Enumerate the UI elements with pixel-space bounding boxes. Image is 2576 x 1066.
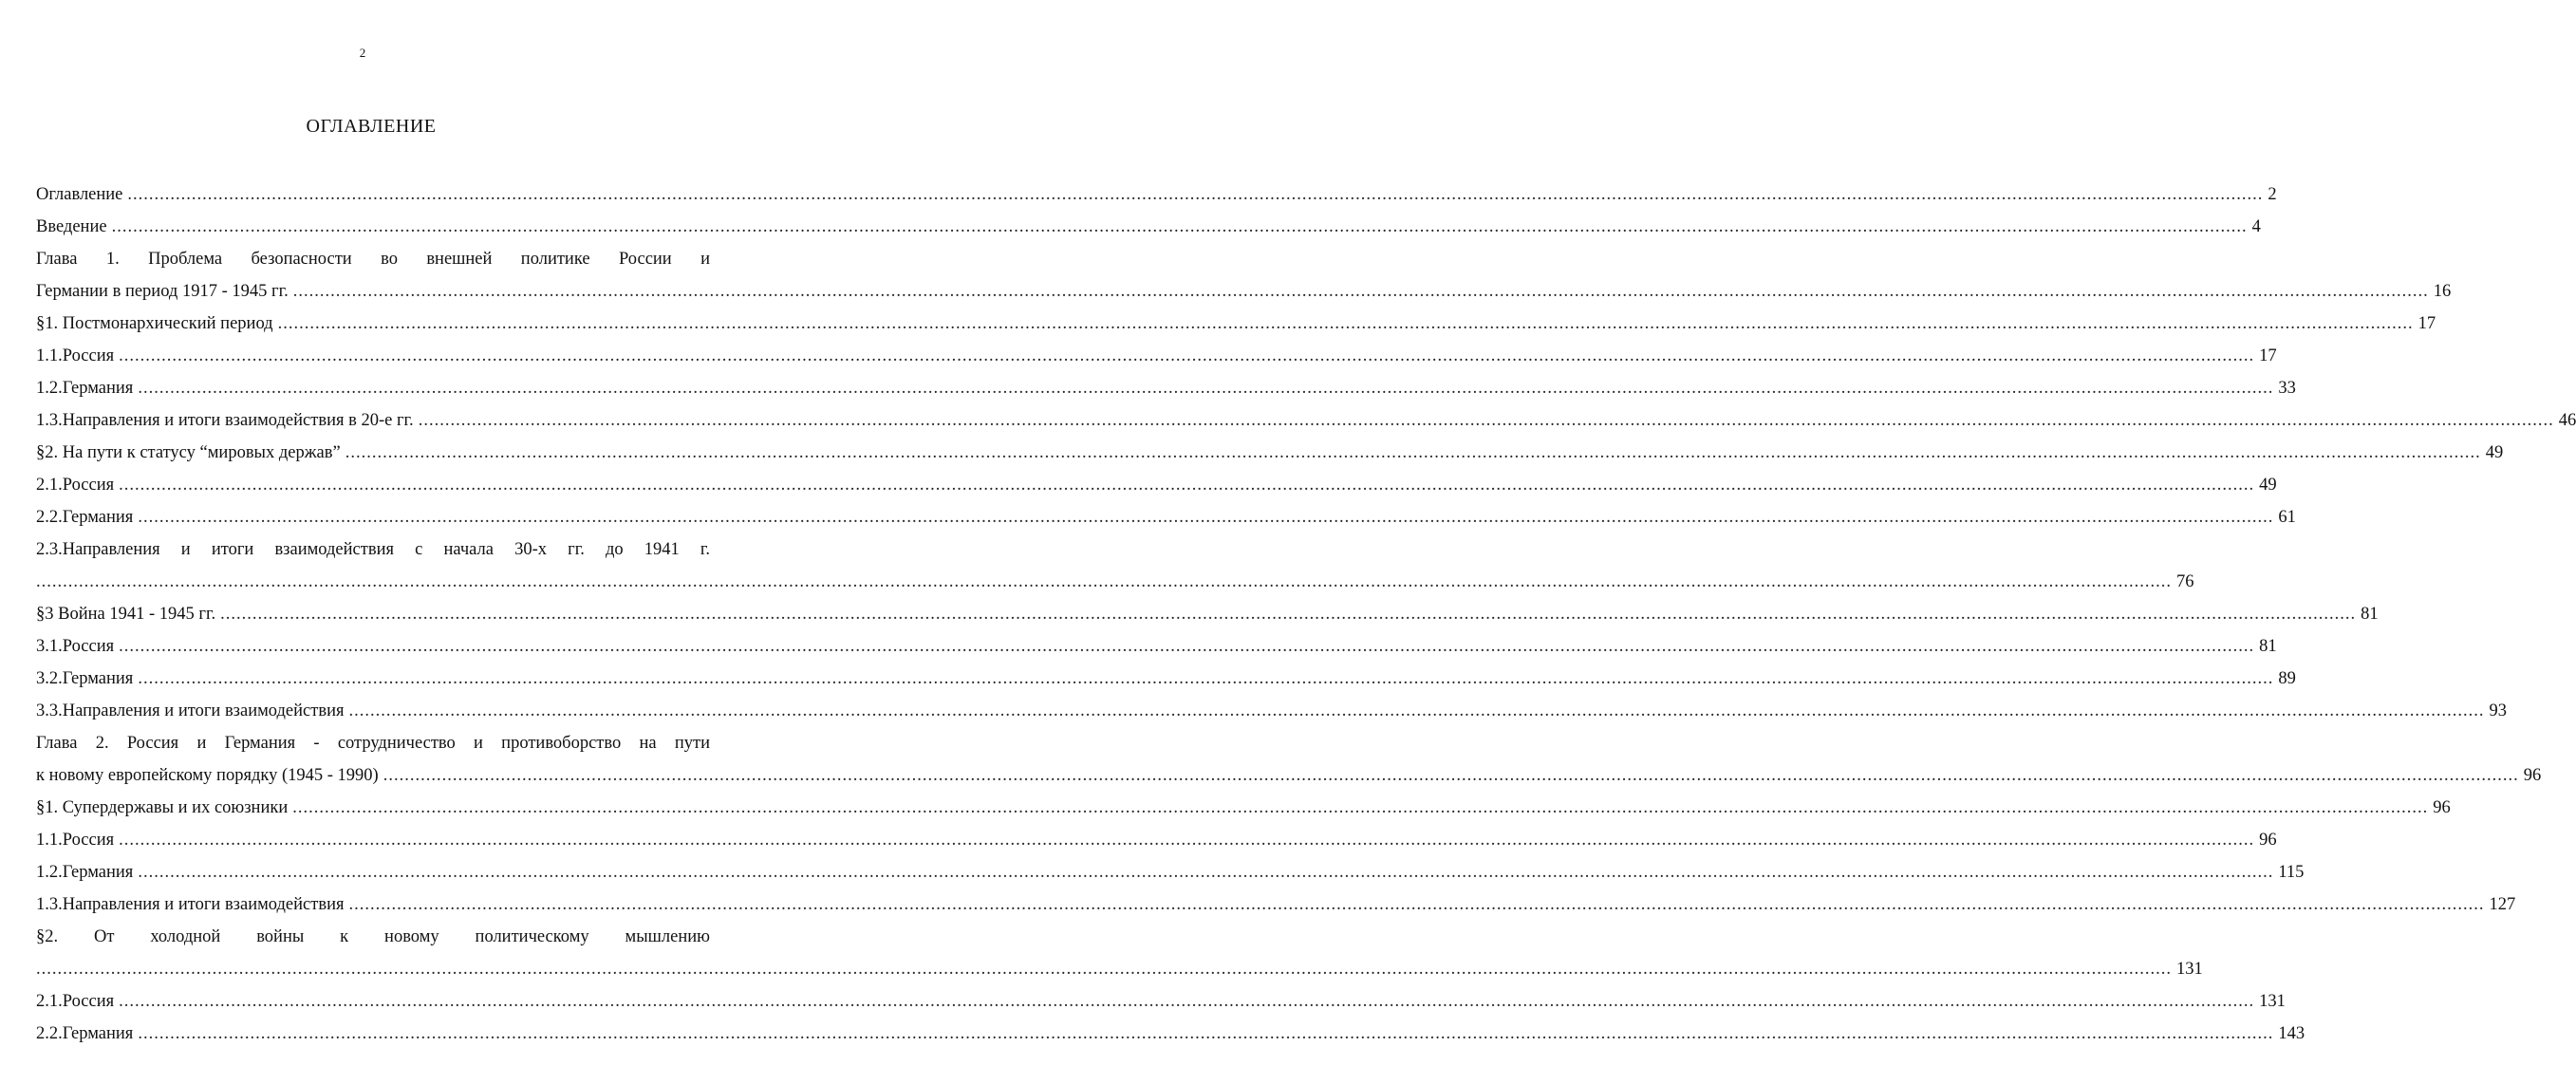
toc-entry[interactable] — [36, 404, 2576, 437]
toc-entry[interactable] — [36, 921, 710, 953]
dot-leader: ................................................................................................................................................................................................................................................................................................................................................................................................................ — [119, 831, 2255, 850]
page-number: 2 — [359, 46, 366, 60]
toc-entry-page: 33 — [2278, 379, 2296, 398]
dot-leader: ................................................................................................................................................................................................................................................................................................................................................................................................................ — [119, 346, 2255, 365]
toc-entry-page: 96 — [2433, 798, 2451, 817]
toc-entry-label: 2.2.Германия — [36, 508, 134, 527]
toc-entry[interactable] — [36, 985, 2286, 1018]
dot-leader: ................................................................................................................................................................................................................................................................................................................................................................................................................ — [111, 217, 2248, 236]
toc-entry[interactable] — [36, 856, 2305, 888]
toc-entry[interactable] — [36, 469, 2277, 501]
toc-entry-page: 61 — [2278, 508, 2296, 527]
toc-entry-label: 3.1.Россия — [36, 637, 115, 656]
toc-entry-page: 2 — [2268, 185, 2277, 204]
toc-entry[interactable] — [36, 630, 2277, 663]
toc-entry-page: 127 — [2489, 895, 2516, 914]
toc-entry[interactable] — [36, 437, 2504, 469]
toc-entry-page: 89 — [2278, 669, 2296, 688]
toc-entry[interactable] — [36, 1018, 2305, 1050]
dot-leader: ................................................................................................................................................................................................................................................................................................................................................................................................................ — [138, 1024, 2274, 1043]
toc-entry[interactable] — [36, 211, 2261, 243]
toc-entry-label: Глава 2. Россия и Германия - сотрудничество и противоборство на пути — [36, 734, 710, 753]
dot-leader: ................................................................................................................................................................................................................................................................................................................................................................................................................ — [348, 895, 2485, 914]
toc-entry[interactable] — [36, 598, 2379, 630]
dot-leader: ................................................................................................................................................................................................................................................................................................................................................................................................................ — [383, 766, 2519, 785]
toc-entry-label: §1. Супердержавы и их союзники — [36, 798, 289, 817]
page-title: ОГЛАВЛЕНИЕ — [306, 116, 437, 137]
toc-entry-page: 17 — [2417, 314, 2436, 333]
toc-entry[interactable] — [36, 533, 710, 566]
toc-entry[interactable] — [36, 792, 2451, 824]
toc-entry-label: 3.2.Германия — [36, 669, 134, 688]
toc-entry-label: 2.1.Россия — [36, 992, 115, 1011]
toc-entry-page: 96 — [2523, 766, 2542, 785]
toc-entry[interactable] — [36, 566, 2194, 598]
toc-entry[interactable] — [36, 953, 2203, 985]
dot-leader: ................................................................................................................................................................................................................................................................................................................................................................................................................ — [119, 476, 2255, 495]
dot-leader: ................................................................................................................................................................................................................................................................................................................................................................................................................ — [348, 701, 2485, 720]
toc-entry-page: 81 — [2361, 605, 2379, 624]
toc-entry-label: 1.2.Германия — [36, 379, 134, 398]
toc-entry-page: 76 — [2176, 572, 2194, 591]
toc-entry-page: 4 — [2251, 217, 2261, 236]
toc-entry-label: 1.3.Направления и итоги взаимодействия — [36, 895, 345, 914]
dot-leader: ................................................................................................................................................................................................................................................................................................................................................................................................................ — [36, 572, 2172, 591]
toc-entry[interactable] — [36, 501, 2296, 533]
toc-entry-label: 2.3.Направления и итоги взаимодействия с начала 30-х гг. до 1941 г. — [36, 540, 710, 559]
dot-leader: ................................................................................................................................................................................................................................................................................................................................................................................................................ — [292, 282, 2429, 301]
toc-entry-page: 96 — [2259, 831, 2277, 850]
toc-entry-label: §3 Война 1941 - 1945 гг. — [36, 605, 216, 624]
toc-entry[interactable] — [36, 308, 2436, 340]
dot-leader: ................................................................................................................................................................................................................................................................................................................................................................................................................ — [119, 992, 2255, 1011]
dot-leader: ................................................................................................................................................................................................................................................................................................................................................................................................................ — [36, 960, 2172, 979]
table-of-contents — [36, 178, 2576, 1050]
toc-entry-label: 3.3.Направления и итоги взаимодействия — [36, 701, 345, 720]
toc-entry-label: 2.1.Россия — [36, 476, 115, 495]
toc-entry[interactable] — [36, 824, 2277, 856]
toc-entry-page: 131 — [2176, 960, 2203, 979]
toc-entry[interactable] — [36, 727, 710, 759]
dot-leader: ................................................................................................................................................................................................................................................................................................................................................................................................................ — [220, 605, 2357, 624]
toc-entry-label: §2. От холодной войны к новому политическому мышлению — [36, 927, 710, 946]
toc-entry-page: 49 — [2259, 476, 2277, 495]
toc-entry-label: Глава 1. Проблема безопасности во внешней политике России и — [36, 250, 710, 269]
toc-entry-label: 1.3.Направления и итоги взаимодействия в 20-е гг. — [36, 411, 414, 430]
toc-entry[interactable] — [36, 178, 2277, 211]
toc-entry[interactable] — [36, 243, 710, 275]
toc-entry-page: 46 — [2558, 411, 2576, 430]
toc-entry[interactable] — [36, 888, 2516, 921]
toc-entry-label: §2. На пути к статусу “мировых держав” — [36, 443, 341, 462]
toc-entry[interactable] — [36, 340, 2277, 372]
dot-leader: ................................................................................................................................................................................................................................................................................................................................................................................................................ — [277, 314, 2414, 333]
toc-entry[interactable] — [36, 275, 2452, 308]
dot-leader: ................................................................................................................................................................................................................................................................................................................................................................................................................ — [138, 669, 2274, 688]
toc-entry-label: 1.1.Россия — [36, 346, 115, 365]
toc-entry-page: 115 — [2278, 863, 2305, 882]
toc-entry-label: 1.1.Россия — [36, 831, 115, 850]
toc-entry-page: 143 — [2278, 1024, 2305, 1043]
toc-entry-label: Германии в период 1917 - 1945 гг. — [36, 282, 289, 301]
dot-leader: ................................................................................................................................................................................................................................................................................................................................................................................................................ — [418, 411, 2554, 430]
dot-leader: ................................................................................................................................................................................................................................................................................................................................................................................................................ — [127, 185, 2264, 204]
toc-entry-page: 93 — [2489, 701, 2507, 720]
dot-leader: ................................................................................................................................................................................................................................................................................................................................................................................................................ — [138, 508, 2274, 527]
toc-entry-label: 2.2.Германия — [36, 1024, 134, 1043]
toc-entry-page: 49 — [2485, 443, 2504, 462]
toc-entry-label: Введение — [36, 217, 107, 236]
toc-entry-page: 81 — [2259, 637, 2277, 656]
dot-leader: ................................................................................................................................................................................................................................................................................................................................................................................................................ — [292, 798, 2429, 817]
toc-entry-page: 16 — [2433, 282, 2452, 301]
toc-entry-page: 131 — [2259, 992, 2286, 1011]
dot-leader: ................................................................................................................................................................................................................................................................................................................................................................................................................ — [119, 637, 2255, 656]
toc-entry-label: Оглавление — [36, 185, 123, 204]
toc-entry[interactable] — [36, 695, 2507, 727]
dot-leader: ................................................................................................................................................................................................................................................................................................................................................................................................................ — [345, 443, 2481, 462]
dot-leader: ................................................................................................................................................................................................................................................................................................................................................................................................................ — [138, 379, 2274, 398]
toc-entry-page: 17 — [2259, 346, 2277, 365]
toc-entry-label: к новому европейскому порядку (1945 - 1990) — [36, 766, 379, 785]
toc-entry-label: §1. Постмонархический период — [36, 314, 273, 333]
dot-leader: ................................................................................................................................................................................................................................................................................................................................................................................................................ — [138, 863, 2274, 882]
toc-entry[interactable] — [36, 663, 2296, 695]
toc-entry-label: 1.2.Германия — [36, 863, 134, 882]
toc-entry[interactable] — [36, 759, 2542, 792]
toc-entry[interactable] — [36, 372, 2296, 404]
